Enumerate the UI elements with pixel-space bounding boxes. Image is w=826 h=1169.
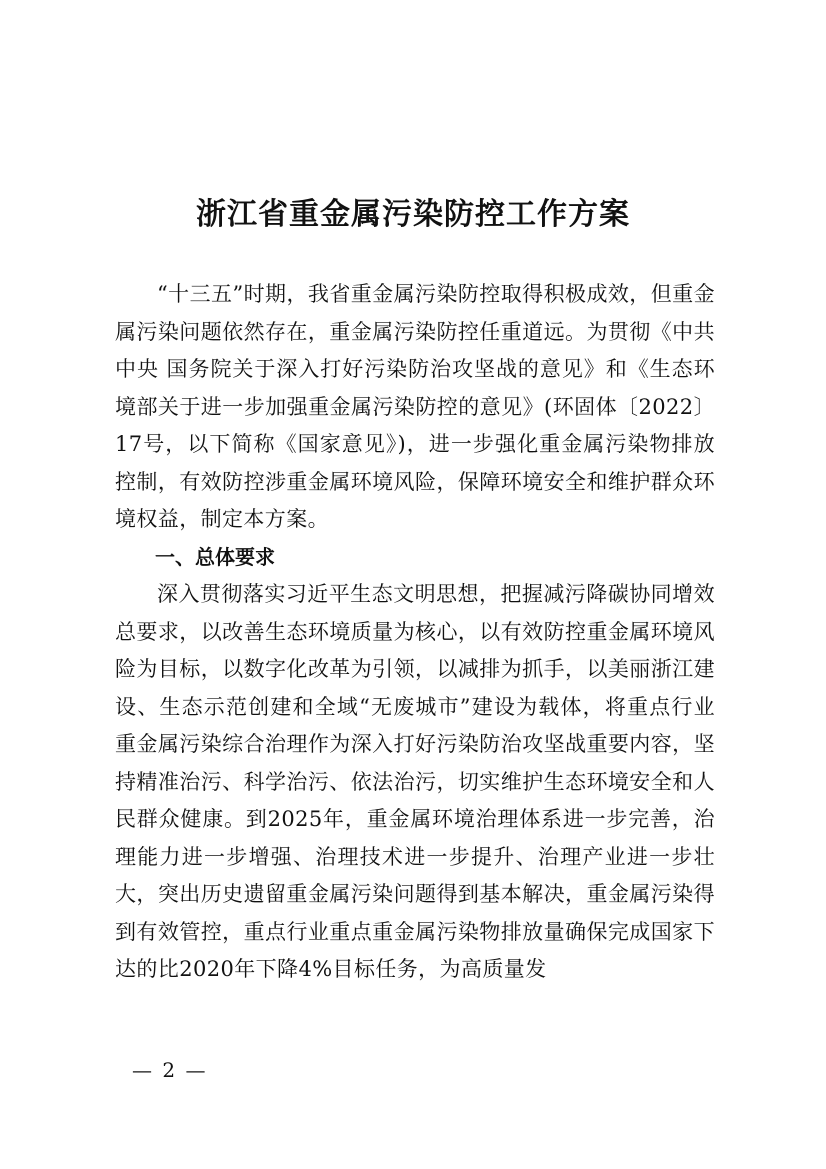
document-body <box>115 276 715 989</box>
section-heading: 一、总体要求 <box>155 544 275 569</box>
document-title: 浙江省重金属污染防控工作方案 <box>196 197 630 232</box>
section-paragraph: 深入贯彻落实习近平生态文明思想，把握减污降碳协同增效总要求，以改善生态环境质量为核心，以有效防控重金属环境风险为目标，以数字化改革为引领，以减排为抓手，以美丽浙江建设、生态示范创建和全域“无废城市”建设为载体，将重点行业重金属污染综合治理作为深入打好污染防治攻坚战重要内容，坚持精准治污、科学治污、依法治污，切实维护生态环境安全和人民群众健康。到2025年，重金属环境治理体系进一步完善，治理能力进一步增强、治理技术进一步提升、治理产业进一步壮大，突出历史遗留重金属污染问题得到基本解决，重金属污染得到有效管控，重点行业重点重金属污染物排放量确保完成国家下达的比2020年下降4%目标任务，为高质量发 <box>115 582 715 981</box>
intro-paragraph: “十三五”时期，我省重金属污染防控取得积极成效，但重金属污染问题依然存在，重金属污染防控任重道远。为贯彻《中共中央 国务院关于深入打好污染防治攻坚战的意见》和《生态环境部关于进一步加强重金属污染防控的意见》(环固体〔2022〕17号，以下简称《国家意见》)，进一步强化重金属污染物排放控制，有效防控涉重金属环境风险，保障环境安全和维护群众环境权益，制定本方案。 <box>115 282 715 531</box>
page-number: — 2 — <box>132 1058 208 1082</box>
